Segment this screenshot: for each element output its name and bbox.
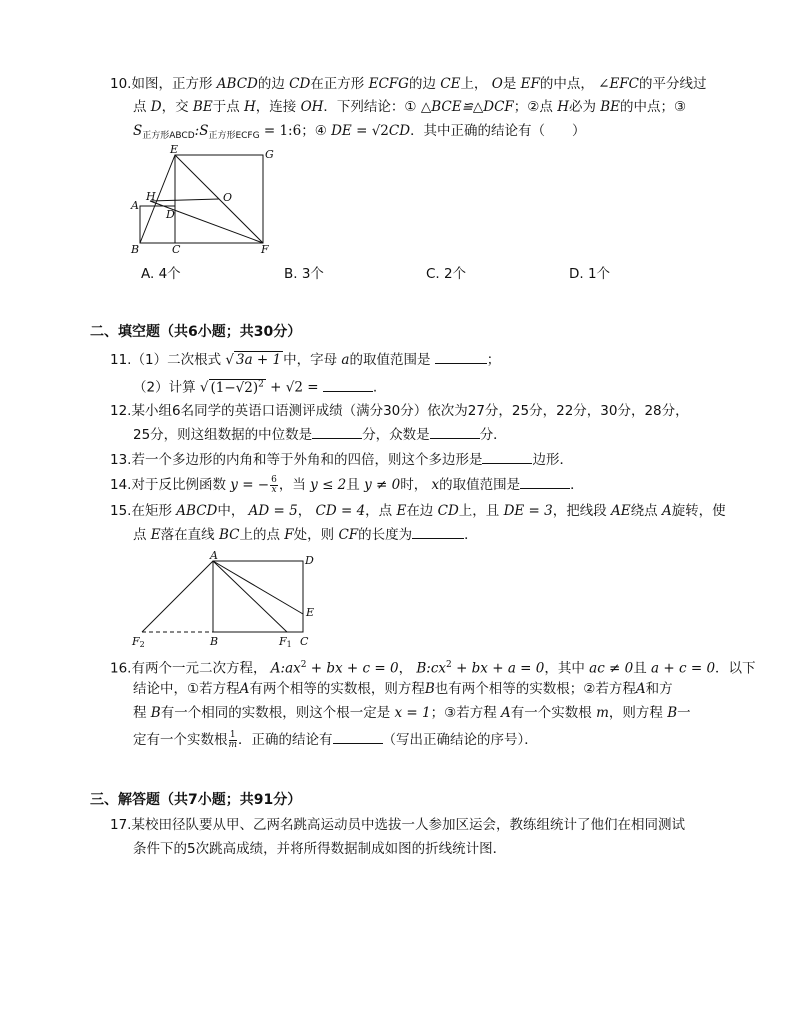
q10-option-b: B. 3个 — [284, 266, 324, 282]
label-f2: F2 — [132, 635, 145, 649]
q17-line2: 条件下的5次跳高成绩，并将所得数据制成如图的折线统计图． — [133, 841, 507, 857]
line-ho — [150, 199, 219, 201]
q10-option-c: C. 2个 — [426, 266, 467, 282]
q16-fraction: $\frac{1}{m}$ — [228, 729, 238, 750]
segment-ae — [213, 561, 303, 614]
label-h: H — [146, 190, 156, 203]
label-d: D — [166, 208, 175, 221]
q10-line3: $S_{正方形ABCD}:S_{正方形ECFG}$ = 1:6；④ DE = √2CD．其中正确的结论有（ ） — [133, 123, 586, 141]
q15-line2: 点 E落在直线 BC上的点 F处，则 CF的长度为 ． — [133, 524, 478, 545]
label-a: A — [131, 199, 139, 212]
q10-option-d: D. 1个 — [569, 266, 611, 282]
label-f: F — [261, 243, 269, 256]
section-solve-title: 三、解答题（共7小题；共91分） — [90, 792, 302, 808]
q11-part2: （2）计算 √ $(1-√2)^2 + √2$ = . — [133, 374, 377, 398]
q16-line1: 16.有两个一元二次方程， $A:ax^2$ + bx + c = 0， $B:cx^2$ + bx + a = 0，其中 ac ≠ 0且 a + c = 0．以下 — [110, 660, 756, 677]
q12-mode-blank[interactable] — [430, 424, 480, 439]
label-b: B — [131, 243, 140, 256]
q12-line2: 25分，则这组数据的中位数是 分，众数是 分． — [133, 424, 507, 445]
label-f1: F1 — [279, 635, 292, 649]
q15-answer-blank[interactable] — [412, 524, 464, 539]
q10-figure — [128, 145, 288, 257]
q12-line1: 12.某小组6名同学的英语口语测评成绩（满分30分）依次为27分，25分，22分，30分，28分， — [110, 403, 689, 419]
q16-answer-blank[interactable] — [333, 729, 383, 744]
q10-option-a: A. 4个 — [141, 266, 181, 282]
section-fill-in-title: 二、填空题（共6小题；共30分） — [90, 324, 302, 340]
label-d: D — [305, 554, 314, 567]
segment-af2 — [142, 561, 213, 632]
q11-answer-blank-1[interactable] — [435, 349, 487, 364]
label-o: O — [223, 191, 233, 204]
q14-answer-blank[interactable] — [520, 474, 570, 489]
q12-median-blank[interactable] — [312, 424, 362, 439]
q10-line1: 10.如图，正方形 ABCD的边 CD在正方形 ECFG的边 CE上， O是 EF的中点， ∠EFC的平分线过 — [110, 76, 707, 92]
q13-answer-blank[interactable] — [482, 449, 532, 464]
label-c: C — [172, 243, 181, 256]
q15-figure — [124, 551, 324, 651]
rectangle-abcd — [213, 561, 303, 632]
q16-line4: 定有一个实数根 $\frac{1}{m}$ ．正确的结论有 （写出正确结论的序号）． — [133, 729, 538, 750]
q14-fraction: $\frac{6}{x}$ — [271, 474, 277, 495]
label-b: B — [210, 635, 219, 648]
q13-line: 13.若一个多边形的内角和等于外角和的四倍，则这个多边形是 边形． — [110, 449, 573, 470]
segment-af1 — [213, 561, 287, 632]
q17-line1: 17.某校田径队要从甲、乙两名跳高运动员中选拔一人参加区运会，教练组统计了他们在相同测试 — [110, 817, 685, 833]
label-e: E — [170, 145, 179, 156]
q10-line2: 点 D，交 BE于点 H，连接 OH．下列结论：① △BCE≌△DCF；②点 H必为 BE的中点；③ — [133, 99, 687, 115]
q14-line: 14.对于反比例函数 y = − $\frac{6}{x}$ ，当 y ≤ 2且 y ≠ 0时， x的取值范围是 ． — [110, 474, 584, 495]
q16-line3: 程 B有一个相同的实数根，则这个根一定是 x = 1；③若方程 A有一个实数根 m，则方程 B一 — [133, 705, 691, 721]
q16-line2: 结论中，①若方程A有两个相等的实数根，则方程B也有两个相等的实数根；②若方程A和方 — [133, 681, 673, 697]
q15-line1: 15.在矩形 ABCD中， AD = 5， CD = 4，点 E在边 CD上，且 DE = 3，把线段 AE绕点 A旋转，使 — [110, 503, 726, 519]
q11-part1: 11.（1）二次根式 √ 3a + 1 中，字母 a的取值范围是 ； — [110, 349, 500, 370]
label-g: G — [265, 148, 274, 161]
label-a: A — [210, 551, 218, 562]
q11-answer-blank-2[interactable] — [323, 377, 373, 392]
label-e: E — [306, 606, 315, 619]
label-c: C — [300, 635, 309, 648]
